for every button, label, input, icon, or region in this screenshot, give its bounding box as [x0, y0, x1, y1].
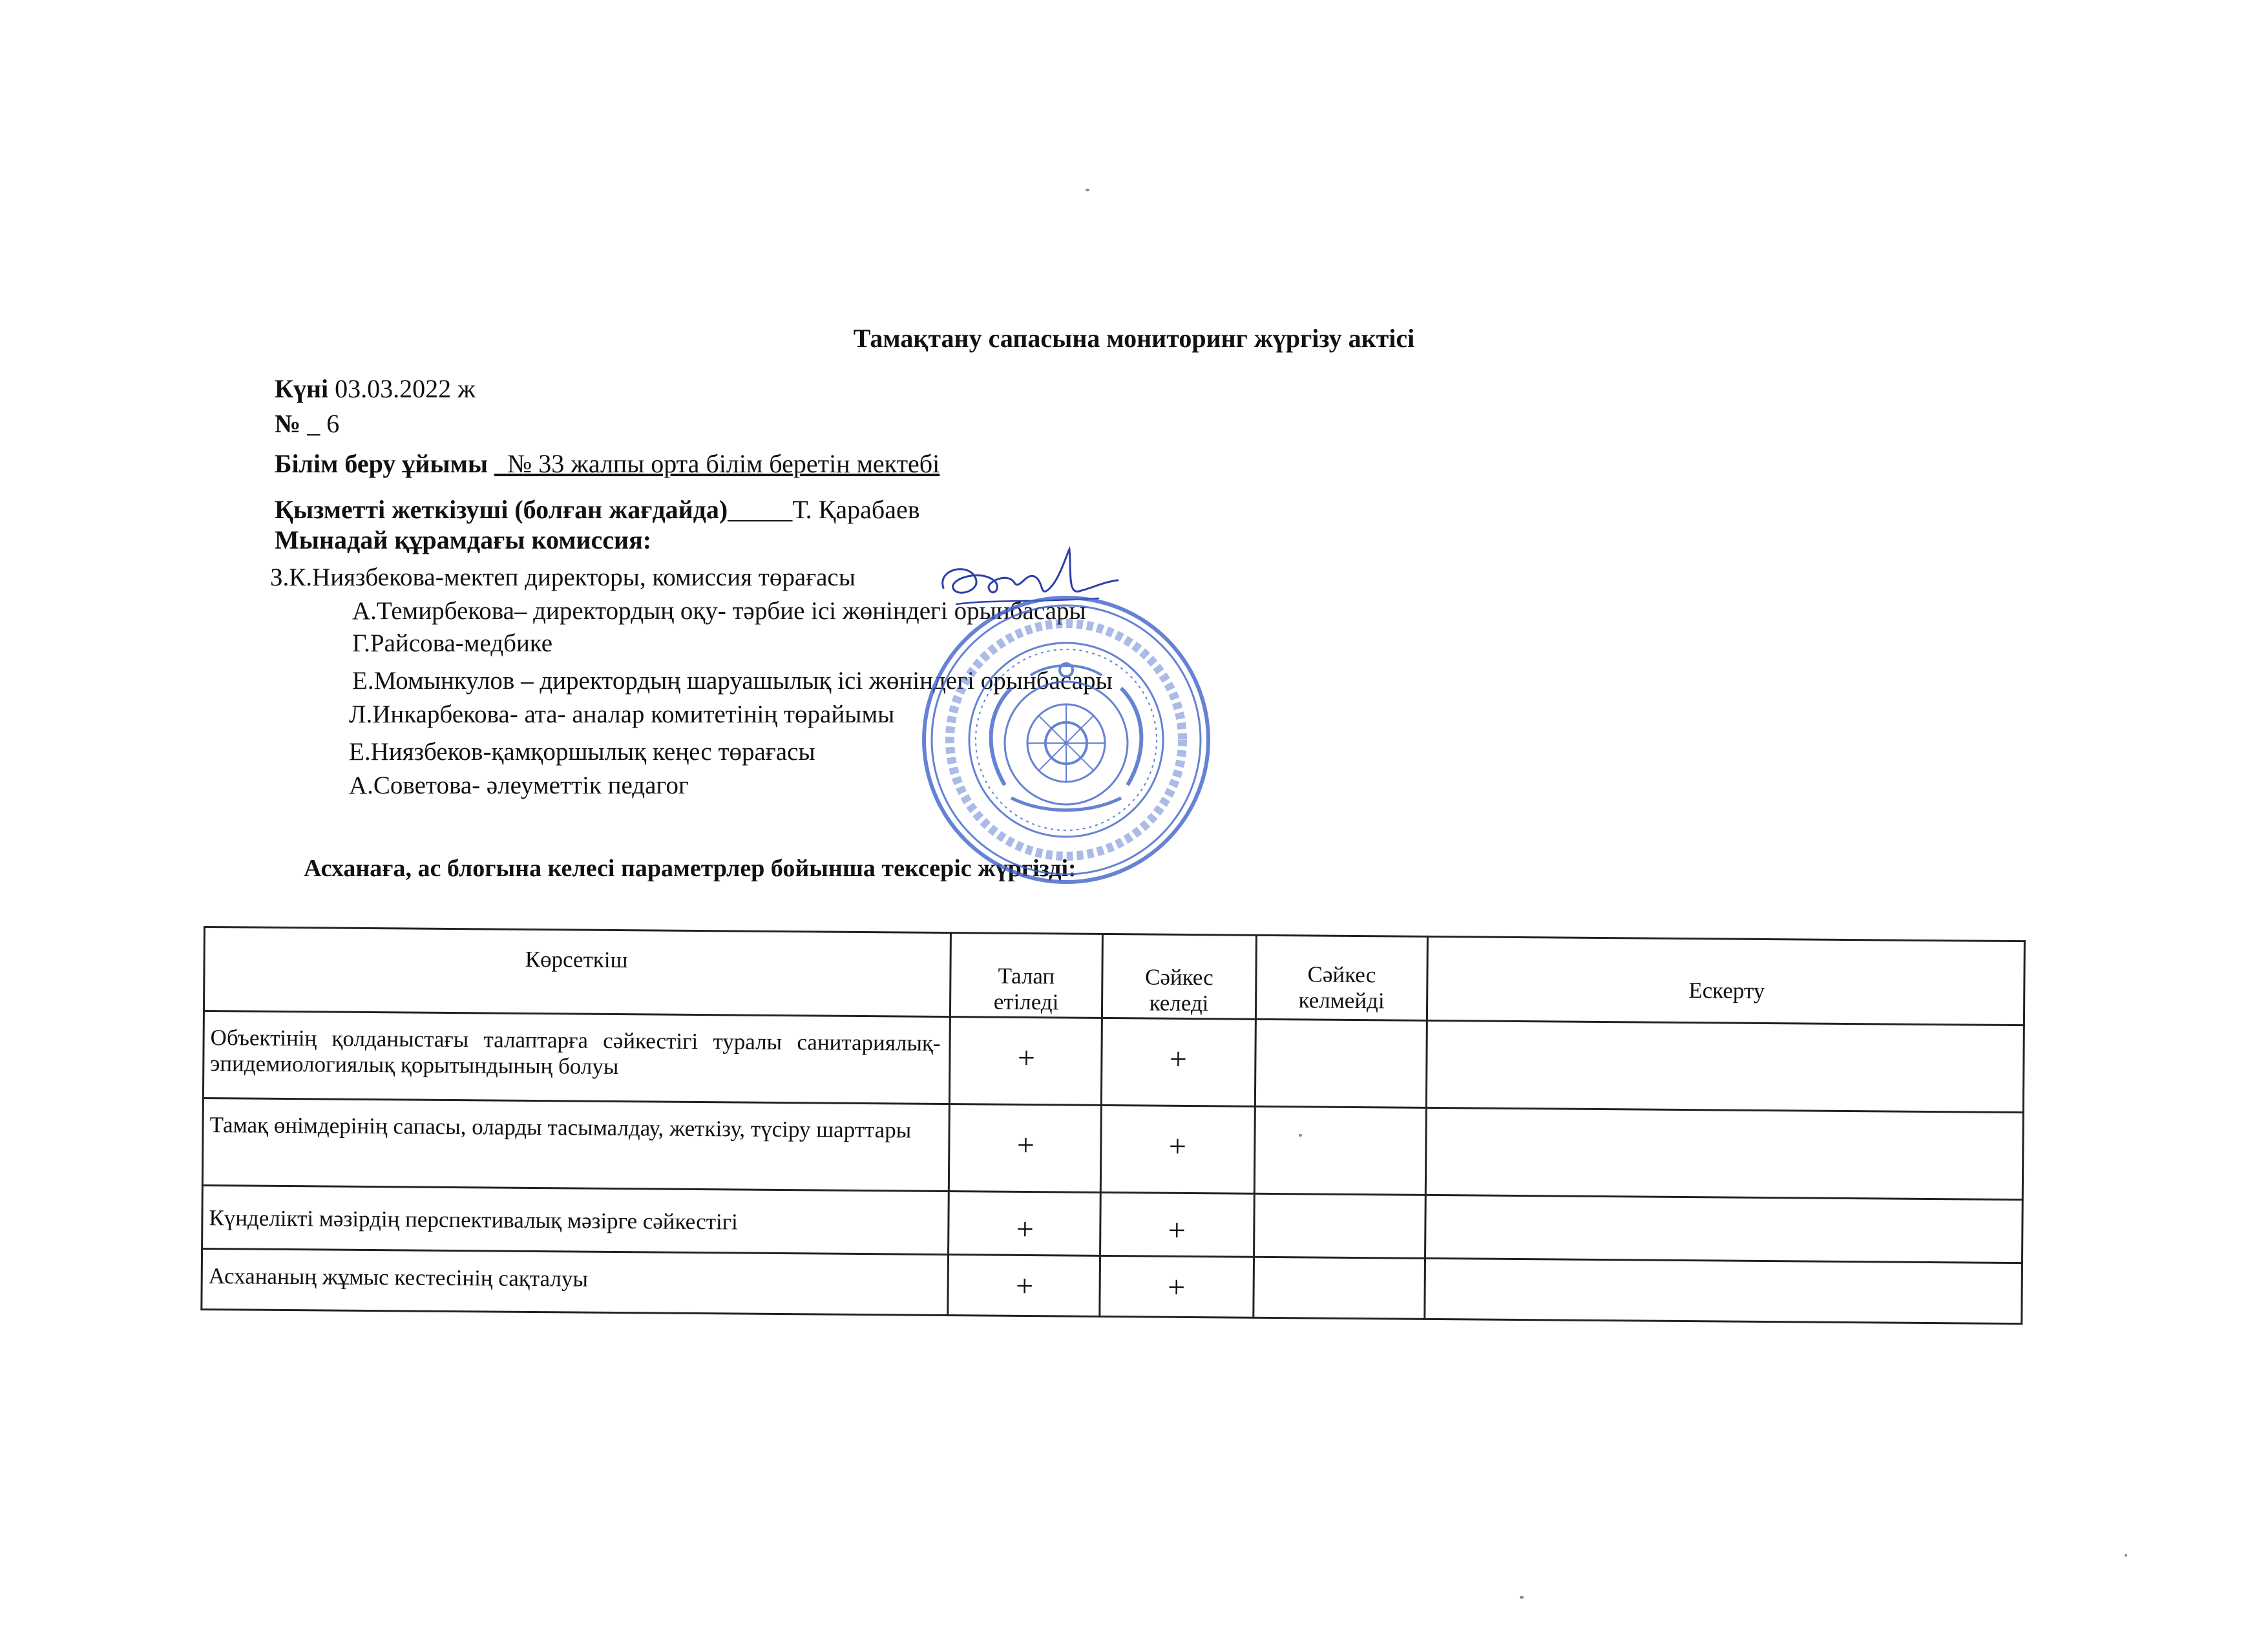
- row-required-mark: +: [1016, 1128, 1035, 1163]
- provider-line: [275, 494, 920, 525]
- org-line: [275, 448, 940, 479]
- row-required-mark: +: [1017, 1040, 1036, 1076]
- header-required-line2: етіледі: [993, 989, 1059, 1015]
- provider-label: Қызметті жеткізуші (болған жағдайда): [275, 495, 728, 524]
- row-required-mark: +: [1016, 1212, 1034, 1247]
- table-border-left: [200, 926, 205, 1310]
- row-divider: [202, 1184, 2024, 1201]
- commission-member: Л.Инкарбекова- ата- аналар комитетінің төрайымы: [349, 700, 895, 728]
- row-matches-mark: +: [1167, 1270, 1186, 1305]
- org-label: Білім беру ұйымы: [275, 449, 488, 478]
- header-required-line1: Талап: [998, 963, 1055, 989]
- scan-speck: [1299, 1134, 1302, 1137]
- row-divider: [202, 1097, 2024, 1113]
- row-matches-mark: +: [1168, 1129, 1187, 1164]
- row-matches-mark: +: [1168, 1213, 1186, 1248]
- row-indicator: Асхананың жұмыс кестесінің сақталуы: [208, 1263, 589, 1292]
- date-label: Күні: [275, 374, 329, 403]
- commission-member: А.Советова- әлеуметтік педагог: [349, 772, 689, 799]
- org-value: _№ 33 жалпы орта білім беретін мектебі: [494, 449, 940, 478]
- commission-member: Г.Райсова-медбике: [352, 629, 553, 657]
- row-indicator: Объектінің қолданыстағы талаптарға сәйкестігі туралы санитариялық-эпидемиологиялық қорытындының болуы: [210, 1025, 941, 1080]
- table-border-bottom: [200, 1308, 2022, 1325]
- row-not-matches-mark: [1308, 1047, 1372, 1048]
- header-matches-line2: келеді: [1149, 990, 1209, 1016]
- row-matches-mark: +: [1169, 1042, 1188, 1077]
- header-indicator: Көрсеткіш: [525, 946, 628, 973]
- row-required-mark: +: [1015, 1268, 1034, 1304]
- provider-value: _____Т. Қарабаев: [728, 495, 920, 524]
- inspection-heading: Асханаға, ас блогына келесі параметрлер бойынша тексеріс жүргізді:: [304, 855, 1076, 882]
- table-border-top: [204, 926, 2026, 942]
- commission-member: А.Темирбекова– директордың оқу- тәрбие ісі жөніндегі орынбасары: [352, 597, 1086, 625]
- scan-speck: [1520, 1596, 1524, 1599]
- number-line: [275, 408, 339, 439]
- commission-label: Мынадай құрамдағы комиссия:: [275, 525, 652, 554]
- header-matches-line1: Сәйкес: [1144, 964, 1213, 991]
- date-value: 03.03.2022 ж: [335, 374, 476, 403]
- row-divider: [201, 1248, 2023, 1264]
- scan-speck: [2125, 1554, 2127, 1557]
- monitoring-table: [200, 926, 2026, 1325]
- kazakhstan-emblem-seal-icon: [914, 591, 1218, 888]
- header-required: [951, 963, 1102, 1016]
- commission-member: Е.Момынкулов – директордың шаруашылық ісі жөніндегі орынбасары: [352, 667, 1113, 695]
- row-indicator: Күнделікті мәзірдің перспективалық мәзірге сәйкестігі: [209, 1205, 738, 1235]
- header-not-matches-line1: Сәйкес: [1307, 961, 1376, 988]
- row-indicator: Тамақ өнімдерінің сапасы, оларды тасымалдау, жеткізу, түсіру шарттары: [209, 1112, 912, 1143]
- number-value: _ 6: [307, 409, 340, 438]
- date-line: [275, 373, 476, 404]
- header-not-matches-line2: келмейді: [1298, 987, 1385, 1014]
- header-matches: [1103, 964, 1255, 1017]
- commission-member: З.К.Ниязбекова-мектеп директоры, комиссия төрағасы: [270, 563, 856, 591]
- commission-member: Е.Ниязбеков-қамқоршылық кеңес төрағасы: [349, 738, 815, 766]
- header-note: Ескерту: [1688, 978, 1765, 1003]
- document-title: Тамақтану сапасына мониторинг жүргізу актісі: [853, 324, 1415, 353]
- number-label: №: [275, 409, 301, 438]
- header-not-matches: [1257, 961, 1427, 1014]
- scan-speck: [1086, 189, 1089, 191]
